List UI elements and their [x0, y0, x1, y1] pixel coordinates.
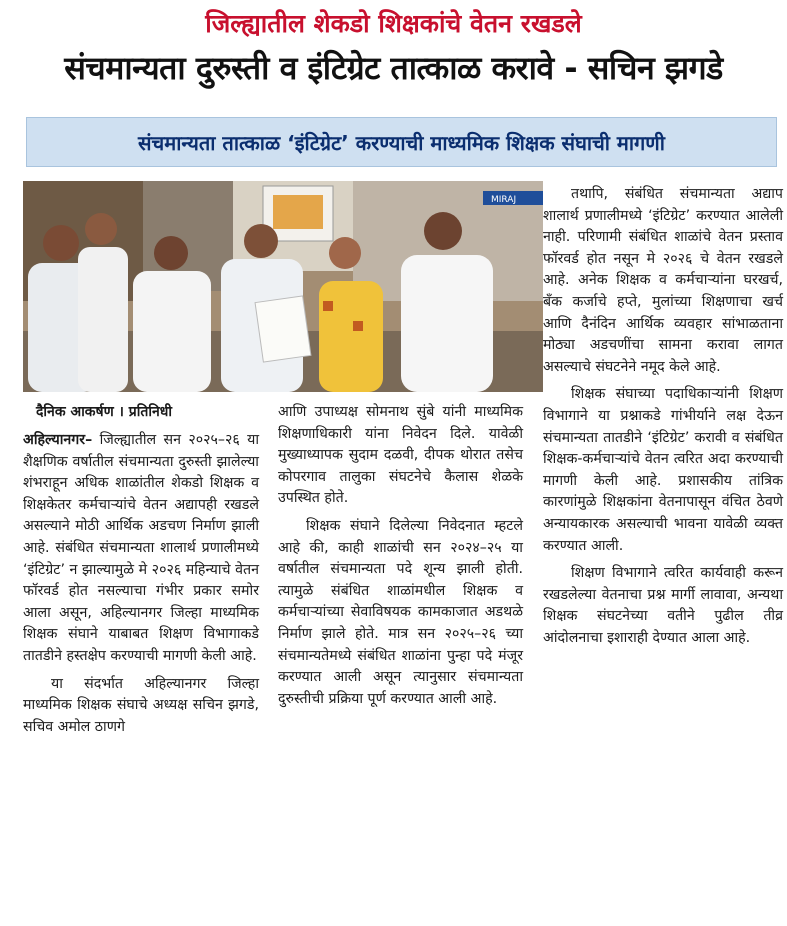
dateline: अहिल्यानगर–	[23, 432, 93, 448]
paragraph: शिक्षक संघाने दिलेल्या निवेदनात म्हटले आहे की, काही शाळांची सन २०२४–२५ या वर्षातील संचमान्यता पदे शून्य झाली होती. त्यामुळे संबंधित शाळांमधील शिक्षक व कर्मचाऱ्यांच्या सेवाविषयक कामकाजात अडथळे निर्माण झाले होते. मात्र सन २०२५–२६ च्या संचमान्यतेमध्ये संबंधित शाळांना पुन्हा पदे मंजूर करण्यात आली असून त्यानुसार संचमान्यता दुरुस्तीची प्रक्रिया पूर्ण करण्यात आली आहे.	[278, 517, 523, 707]
news-photo	[23, 181, 543, 392]
article-column-2	[278, 402, 523, 716]
kicker-headline: जिल्ह्यातील शेकडो शिक्षकांचे वेतन रखडले	[205, 9, 582, 38]
paragraph: आणि उपाध्यक्ष सोमनाथ सुंबे यांनी माध्यमिक शिक्षणाधिकारी यांना निवेदन दिले. यावेळी मुख्याध्यापक सुदाम दळवी, दीपक थोरात तसेच कोपरगाव तालुका संघटनेचे कैलास शेळके उपस्थित होते.	[278, 404, 523, 507]
main-headline: संचमान्यता दुरुस्ती व इंटिग्रेट तात्काळ करावे - सचिन झगडे	[64, 49, 723, 87]
photo-banner-text: MIRAJ	[491, 195, 517, 205]
paragraph: शिक्षण विभागाने त्वरित कार्यवाही करून रखडलेल्या वेतनाचा प्रश्न मार्गी लावावा, अन्यथा शिक्षक संघटनेच्या वतीने पुढील तीव्र आंदोलनाचा इशाराही देण्यात आला आहे.	[543, 565, 783, 646]
paragraph-text: जिल्ह्यातील सन २०२५–२६ या शैक्षणिक वर्षातील संचमान्यता दुरुस्ती झालेल्या शंभराहून अधिक शाळांतील शेकडो शिक्षक व शिक्षकेतर कर्मचाऱ्यांचे वेतन अद्यापही रखडले असल्याने मोठी आर्थिक अडचण निर्माण झाली आहे. संबंधित संचमान्यता शालार्थ प्रणालीमध्ये ‘इंटिग्रेट’ न झाल्यामुळे मे २०२६ महिन्याचे वेतन फॉरवर्ड होत नसल्याचा गंभीर प्रकार समोर आला असून, अहिल्यानगर जिल्हा माध्यमिक शिक्षक संघाने याबाबत शिक्षण विभागाकडे तातडीने हस्तक्षेप करण्याची मागणी केली आहे.	[23, 432, 259, 664]
article-column-3	[543, 184, 783, 655]
byline: दैनिक आकर्षण । प्रतिनिधी	[36, 404, 172, 420]
paragraph	[23, 430, 259, 668]
article-column-1	[23, 430, 259, 744]
paragraph: या संदर्भात अहिल्यानगर जिल्हा माध्यमिक शिक्षक संघाचे अध्यक्ष सचिन झगडे, सचिव अमोल ठाणगे	[23, 675, 259, 735]
subheadline-bar	[26, 117, 777, 167]
paragraph: तथापि, संबंधित संचमान्यता अद्याप शालार्थ प्रणालीमध्ये ‘इंटिग्रेट’ करण्यात आलेली नाही. परिणामी संबंधित शाळांचे वेतन प्रस्ताव फॉरवर्ड होत नसून मे २०२६ चे वेतन रखडले आहे. अनेक शिक्षक व कर्मचाऱ्यांना घरखर्च, बँक कर्जाचे हप्ते, मुलांच्या शिक्षणाचा खर्च आणि दैनंदिन आर्थिक व्यवहार सांभाळताना मोठ्या अडचणींचा सामना करावा लागत असल्याचे संघटनेने नमूद केले आहे.	[543, 186, 783, 375]
subheadline-text: संचमान्यता तात्काळ ‘इंटिग्रेट’ करण्याची माध्यमिक शिक्षक संघाची मागणी	[138, 130, 665, 155]
paragraph: शिक्षक संघाच्या पदाधिकाऱ्यांनी शिक्षण विभागाने या प्रश्नाकडे गांभीर्याने लक्ष देऊन संचमान्यता तातडीने ‘इंटिग्रेट’ करावी व संबंधित शिक्षक-कर्मचाऱ्यांचे वेतन त्वरित अदा करण्याची मागणी केली आहे. प्रशासकीय तांत्रिक कारणांमुळे शिक्षकांना वेतनापासून वंचित ठेवणे अन्यायकारक असल्याची भावना यावेळी व्यक्त करण्यात आली.	[543, 386, 783, 554]
